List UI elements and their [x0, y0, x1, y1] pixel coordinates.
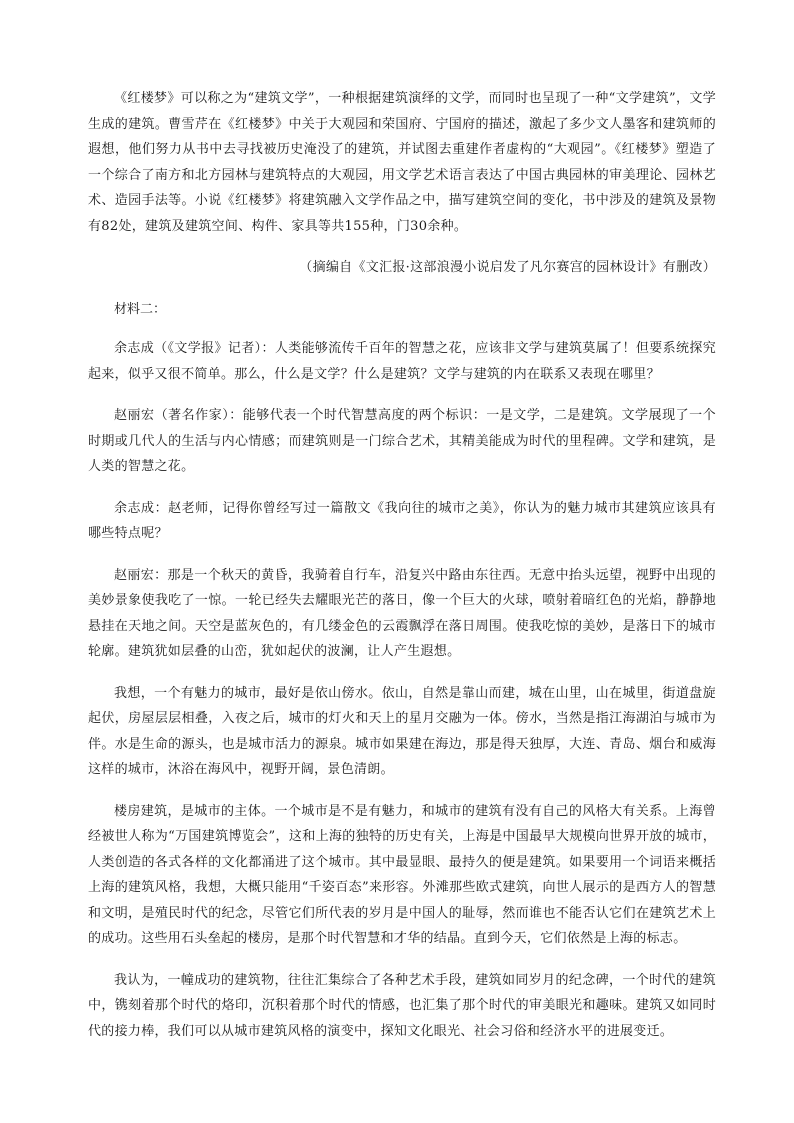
document-page [88, 86, 716, 1060]
paragraph-interview-question-2: 余志成：赵老师，记得你曾经写过一篇散文《我向往的城市之美》，你认为的魅力城市其建筑应该具有哪些特点呢？ [88, 500, 716, 541]
paragraph-interview-question-1: 余志成（《文学报》记者）：人类能够流传千百年的智慧之花，应该非文学与建筑莫属了！但要系统探究起来，似乎又很不简单。那么，什么是文学？什么是建筑？文学与建筑的内在联系又表现在哪里？ [88, 341, 716, 382]
paragraph-architecture-monument: 我认为，一幢成功的建筑物，往往汇集综合了各种艺术手段，建筑如同岁月的纪念碑，一个时代的建筑中，镌刻着那个时代的烙印，沉积着那个时代的情感，也汇集了那个时代的审美眼光和趣味。建筑又如同时代的接力棒，我们可以从城市建筑风格的演变中，探知文化眼光、社会习俗和经济水平的进展变迁。 [88, 972, 716, 1039]
paragraph-hongloumeng: 《红楼梦》可以称之为“建筑文学”，一种根据建筑演绎的文学，而同时也呈现了一种“文学建筑”，文学生成的建筑。曹雪芹在《红楼梦》中关于大观园和荣国府、宁国府的描述，激起了多少文人墨客和建筑师的遐想，他们努力从书中去寻找被历史淹没了的建筑，并试图去重建作者虚构的“大观园”。《红楼梦》塑造了一个综合了南方和北方园林与建筑特点的大观园，用文学艺术语言表达了中国古典园林的审美理论、园林艺术、造园手法等。小说《红楼梦》将建筑融入文学作品之中，描写建筑空间的变化，书中涉及的建筑及景物有82处，建筑及建筑空间、构件、家具等共155种，门30余种。 [88, 91, 716, 234]
material-two-heading: 材料二： [114, 301, 167, 317]
paragraph-shanghai-architecture: 楼房建筑，是城市的主体。一个城市是不是有魅力，和城市的建筑有没有自己的风格大有关系。上海曾经被世人称为“万国建筑博览会”，这和上海的独特的历史有关，上海是中国最早大规模向世界开放的城市，人类创造的各式各样的文化都涌进了这个城市。其中最显眼、最持久的便是建筑。如果要用一个词语来概括上海的建筑风格，我想，大概只能用“千姿百态”来形容。外滩那些欧式建筑，向世人展示的是西方人的智慧和文明，是殖民时代的纪念，尽管它们所代表的岁月是中国人的耻辱，然而谁也不能否认它们在建筑艺术上的成功。这些用石头垒起的楼房，是那个时代智慧和才华的结晶。直到今天，它们依然是上海的标志。 [88, 803, 716, 946]
paragraph-city-mountain-water: 我想，一个有魅力的城市，最好是依山傍水。依山，自然是靠山而建，城在山里，山在城里，街道盘旋起伏，房屋层层相叠，入夜之后，城市的灯火和天上的星月交融为一体。傍水，当然是指江海湖泊与城市为伴。水是生命的源头，也是城市活力的源泉。城市如果建在海边，那是得天独厚，大连、青岛、烟台和威海这样的城市，沐浴在海风中，视野开阔，景色清朗。 [88, 685, 716, 777]
paragraph-interview-answer-1: 赵丽宏（著名作家）：能够代表一个时代智慧高度的两个标识：一是文学，二是建筑。文学展现了一个时期或几代人的生活与内心情感；而建筑则是一门综合艺术，其精美能成为时代的里程碑。文学和建筑，是人类的智慧之花。 [88, 408, 716, 474]
paragraph-interview-answer-2: 赵丽宏：那是一个秋天的黄昏，我骑着自行车，沿复兴中路由东往西。无意中抬头远望，视野中出现的美妙景象使我吃了一惊。一轮已经失去耀眼光芒的落日，像一个巨大的火球，喷射着暗红色的光焰，静静地悬挂在天地之间。天空是蓝灰色的，有几缕金色的云霞飘浮在落日周围。使我吃惊的美妙，是落日下的城市轮廓。建筑犹如层叠的山峦，犹如起伏的波澜，让人产生遐想。 [88, 567, 716, 659]
source-citation: （摘编自《文汇报·这部浪漫小说启发了凡尔赛宫的园林设计》有删改） [299, 260, 716, 275]
